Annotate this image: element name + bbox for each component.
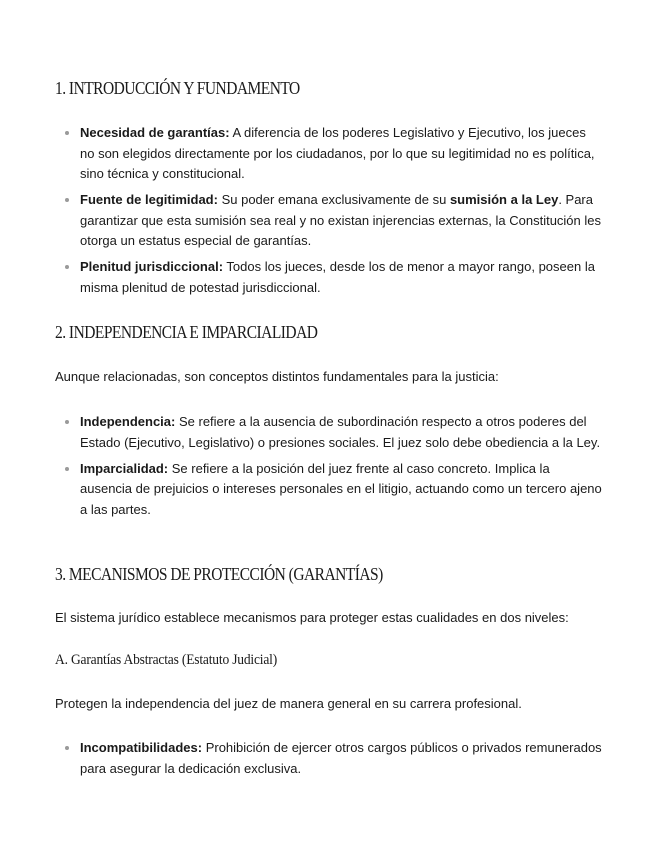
section-1-heading: 1. INTRODUCCIÓN Y FUNDAMENTO xyxy=(55,78,300,98)
subsection-a-heading: A. Garantías Abstractas (Estatuto Judicial) xyxy=(55,652,278,668)
section-3-heading: 3. MECANISMOS DE PROTECCIÓN (GARANTÍAS) xyxy=(55,564,383,584)
section-2-list xyxy=(55,412,603,526)
item-label: Imparcialidad: xyxy=(80,460,169,476)
section-3-intro: El sistema jurídico establece mecanismos para proteger estas cualidades en dos niveles: xyxy=(55,610,569,625)
list-item xyxy=(55,123,603,185)
item-label: Independencia: xyxy=(80,414,176,429)
subsection-a-intro: Protegen la independencia del juez de manera general en su carrera profesional. xyxy=(55,696,522,711)
item-label: Incompatibilidades: xyxy=(80,740,203,755)
list-item xyxy=(55,738,603,779)
item-label: Necesidad de garantías: xyxy=(80,125,230,140)
list-item xyxy=(55,257,603,298)
item-text: Se refiere a la ausencia de subordinación respecto a otros poderes del Estado (Ejecutivo, Legislativo) o presiones sociales. El juez solo debe obediencia a la Ley. xyxy=(80,414,601,450)
list-item xyxy=(55,190,603,252)
subsection-a-list xyxy=(55,738,603,785)
item-text: Prohibición de ejercer otros cargos públicos o privados remunerados para asegurar la dedicación exclusiva. xyxy=(80,740,602,776)
section-2-heading: 2. INDEPENDENCIA E IMPARCIALIDAD xyxy=(55,322,318,342)
item-label: Fuente de legitimidad: xyxy=(80,192,218,207)
item-emphasis: sumisión a la Ley xyxy=(449,192,559,207)
item-text: Su poder emana exclusivamente de su xyxy=(217,192,450,207)
section-2-intro: Aunque relacionadas, son conceptos distintos fundamentales para la justicia: xyxy=(55,369,499,384)
section-1-list xyxy=(55,123,603,304)
list-item xyxy=(55,459,603,521)
item-text: Todos los jueces, desde los de menor a mayor rango, poseen la misma plenitud de potestad jurisdiccional. xyxy=(80,259,595,295)
item-text: . Para garantizar que esta sumisión sea real y no existan injerencias externas, la Constitución les otorga un estatus especial de garantías. xyxy=(80,192,601,248)
item-label: Plenitud jurisdiccional: xyxy=(80,259,224,274)
item-text: Se refiere a la posición del juez frente al caso concreto. Implica la ausencia de prejuicios o intereses personales en el litigio, actuando como un tercero ajeno a las partes. xyxy=(80,460,602,517)
item-text: A diferencia de los poderes Legislativo y Ejecutivo, los jueces no son elegidos directamente por los ciudadanos, por lo que su legitimidad no es política, sino técnica y constitucional. xyxy=(80,125,595,181)
list-item xyxy=(55,412,603,453)
